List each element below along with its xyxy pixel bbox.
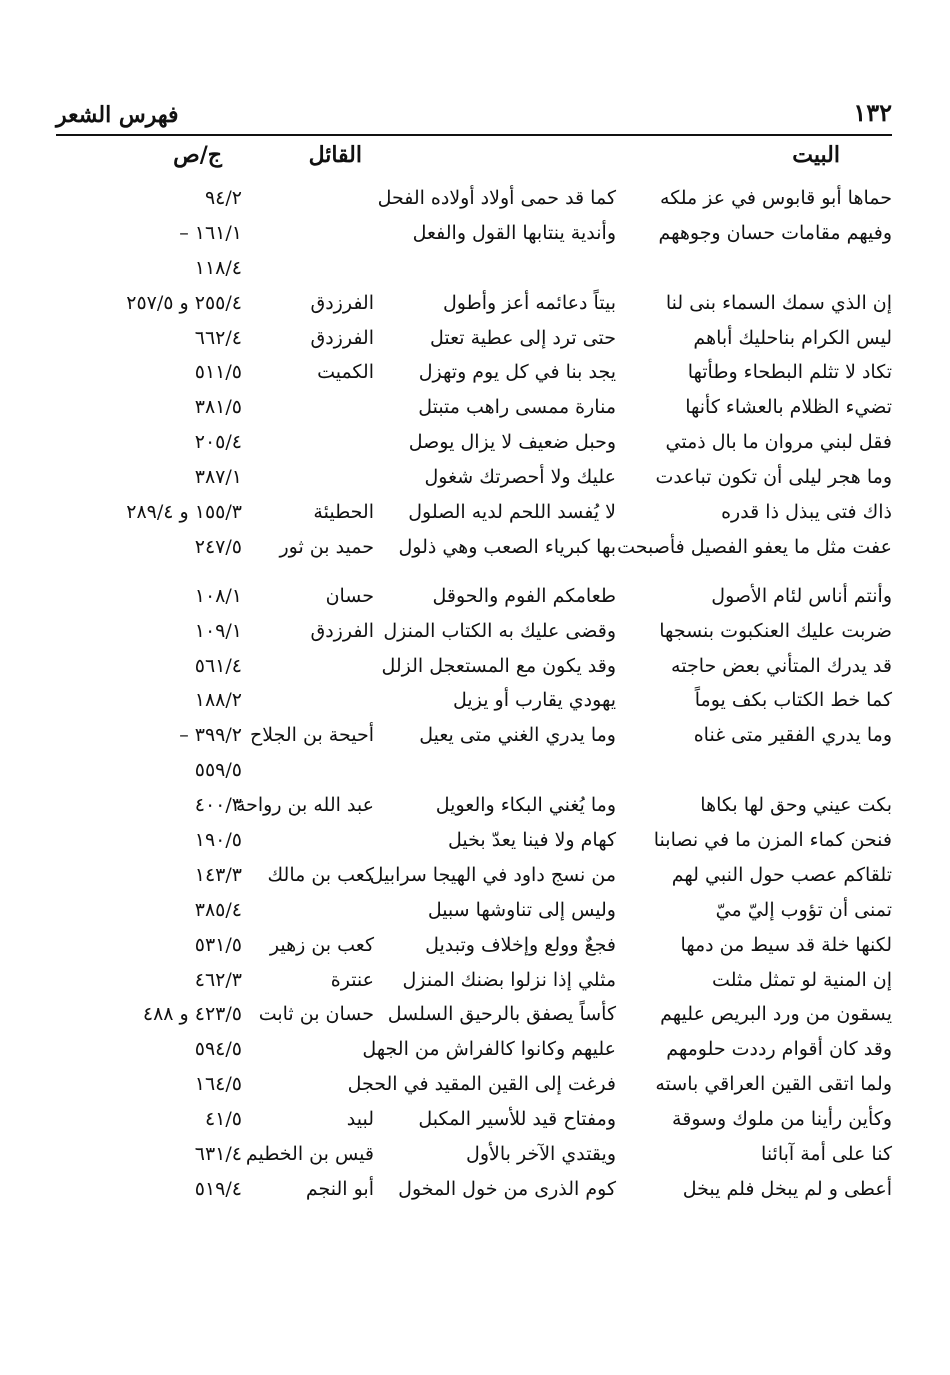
verse-first-hemistich: تكاد لا تثلم البطحاء وطأتها: [687, 361, 892, 384]
volume-page-reference: ٣٩٩/٢ –: [179, 724, 242, 747]
volume-page-reference: ٥١١/٥: [194, 361, 242, 384]
verse-second-hemistich: بها كبرياء الصعب وهي ذلول: [398, 535, 616, 558]
verse-first-hemistich: وقد كان أقوام رددت حلومهم: [666, 1038, 892, 1061]
table-row: [56, 719, 892, 754]
volume-page-reference: ١٠٩/١: [194, 619, 242, 642]
verse-first-hemistich: عفت مثل ما يعفو الفصيل فأصبحت: [617, 535, 892, 558]
poet-name: عنترة: [330, 968, 374, 991]
verse-second-hemistich: كهام ولا فينا يعدّ بخيل: [448, 829, 616, 852]
volume-page-reference: ٣٨٥/٤: [194, 898, 242, 921]
volume-page-reference: ٤١/٥: [204, 1108, 242, 1131]
verse-first-hemistich: أعطى و لم يبخل فلم يبخل: [682, 1177, 892, 1200]
poet-name: لبيد: [346, 1108, 374, 1131]
speaker-column-header: القائل: [308, 142, 362, 168]
table-row: [56, 894, 892, 929]
verse-second-hemistich: يهودي يقارب أو يزيل: [453, 689, 616, 712]
verse-second-hemistich: وما يدري الغني متى يعيل: [419, 724, 616, 747]
poet-name: حميد بن ثور: [279, 535, 374, 558]
header-rule: [56, 134, 892, 136]
verse-second-hemistich: مثلي إذا نزلوا بضنك المنزل: [402, 968, 616, 991]
verse-second-hemistich: وأندية ينتابها القول والفعل: [412, 221, 616, 244]
table-row: [56, 496, 892, 531]
verse-second-hemistich: طعامكم الفوم والحوقل: [432, 584, 616, 607]
verse-first-hemistich: يسقون من ورد البريص عليهم: [660, 1003, 892, 1026]
reference-column-header: ج/ص: [173, 142, 222, 168]
volume-page-reference: ٤٠٠/٣: [194, 794, 242, 817]
verse-second-hemistich: فجعٌ وولع وإخلاف وتبديل: [425, 933, 616, 956]
poet-name: أبو النجم: [305, 1177, 374, 1200]
volume-page-reference: ١٥٥/٣ و ٢٨٩/٤: [126, 501, 242, 524]
verse-second-hemistich: عليهم وكانوا كالفراش من الجهل: [362, 1038, 616, 1061]
poet-name: الفرزدق: [310, 291, 374, 314]
verse-second-hemistich: وقضى عليك به الكتاب المنزل: [383, 619, 616, 642]
volume-page-reference: ٣٨١/٥: [194, 396, 242, 419]
column-headers: [56, 142, 892, 176]
page-header: [56, 98, 892, 132]
verse-first-hemistich: تلقاكم عصب حول النبي لهم: [671, 863, 892, 886]
poet-name: قيس بن الخطيم: [245, 1143, 374, 1166]
table-row: [56, 859, 892, 894]
verse-second-hemistich: فرغت إلى القين المقيد في الحجل: [347, 1073, 616, 1096]
poet-name: حسان بن ثابت: [258, 1003, 374, 1026]
verse-second-hemistich: عليك ولا أحصرتك شغول: [424, 466, 616, 489]
volume-page-reference: ٩٤/٢: [204, 187, 242, 209]
volume-page-reference: ١٦١/١ –: [179, 221, 242, 244]
verse-first-hemistich: وأنتم أناس لئام الأصول: [711, 584, 892, 607]
poet-name: الحطيئة: [313, 501, 374, 524]
verse-second-hemistich: كما قد حمى أولاد أولاده الفحل: [377, 187, 616, 209]
verse-first-hemistich: تمنى أن تؤوب إليّ ميّ: [715, 898, 892, 921]
volume-page-reference: ٣٨٧/١: [194, 466, 242, 489]
verse-second-hemistich: وحبل ضعيف لا يزال يوصل: [408, 431, 616, 454]
verse-second-hemistich: وما يُغني البكاء والعويل: [435, 794, 616, 817]
poet-name: أحيحة بن الجلاح: [250, 724, 374, 747]
volume-page-reference: ٥١٩/٤: [194, 1177, 242, 1200]
verse-first-hemistich: وما هجر ليلى أن تكون تباعدت: [655, 466, 892, 489]
verse-first-hemistich: ليس الكرام بناحليك أباهم: [693, 326, 892, 349]
verse-first-hemistich: ولما اتقى القين العراقي باسته: [655, 1073, 892, 1096]
table-row: [56, 789, 892, 824]
volume-page-reference: ١٨٨/٢: [194, 689, 242, 712]
table-row: [56, 998, 892, 1033]
verse-second-hemistich: ويقتدي الآخر بالأول: [466, 1143, 616, 1166]
poet-name: الكميت: [317, 361, 374, 384]
verse-second-hemistich: من نسج داود في الهيجا سرابيل: [369, 863, 616, 886]
verse-first-hemistich: كما خط الكتاب بكف يوماً: [694, 689, 892, 712]
poet-name: عبد الله بن رواحة: [235, 794, 374, 817]
table-row: [56, 1033, 892, 1068]
table-row: [56, 1103, 892, 1138]
volume-page-reference: ٢٥٥/٤ و ٢٥٧/٥: [126, 291, 242, 314]
volume-page-reference: ٦٣١/٤: [194, 1143, 242, 1166]
poet-name: الفرزدق: [310, 619, 374, 642]
verse-first-hemistich: ذاك فتى يبذل ذا قدره: [721, 501, 892, 524]
table-row: [56, 356, 892, 391]
table-row: [56, 531, 892, 566]
verse-first-hemistich: فنحن كماء المزن ما في نصابنا: [653, 829, 892, 852]
volume-page-reference: ١٦٤/٥: [194, 1073, 242, 1096]
verse-column-header: البيت: [792, 142, 840, 168]
volume-page-reference: ٦٦٢/٤: [194, 326, 242, 349]
verse-second-hemistich: حتى ترد إلى عطية تعتل: [429, 326, 616, 349]
volume-page-reference: ٢٤٧/٥: [194, 535, 242, 558]
verse-first-hemistich: وفيهم مقامات حسان وجوههم: [658, 221, 892, 244]
table-row: [56, 754, 892, 789]
table-row: [56, 650, 892, 685]
verse-first-hemistich: حماها أبو قابوس في عز ملكه: [660, 187, 892, 209]
verse-first-hemistich: كنا على أمة آبائنا: [761, 1143, 892, 1166]
verse-first-hemistich: قد يدرك المتأني بعض حاجته: [671, 654, 892, 677]
table-row: [56, 287, 892, 322]
volume-page-reference: ١٩٠/٥: [194, 829, 242, 852]
table-row: [56, 461, 892, 496]
verse-second-hemistich: وقد يكون مع المستعجل الزلل: [381, 654, 616, 677]
table-row: [56, 964, 892, 999]
verse-first-hemistich: وما يدري الفقير متى غناه: [693, 724, 892, 747]
poetry-index-table: [56, 182, 892, 1208]
table-row: [56, 1173, 892, 1208]
verse-first-hemistich: فقل لبني مروان ما بال ذمتي: [665, 431, 892, 454]
table-row: [56, 824, 892, 859]
table-row: [56, 684, 892, 719]
verse-first-hemistich: بكت عيني وحق لها بكاها: [700, 794, 892, 817]
verse-second-hemistich: لا يُفسد اللحم لديه الصلول: [408, 501, 616, 524]
poet-name: حسان: [325, 584, 374, 607]
verse-first-hemistich: ضربت عليك العنكبوت بنسجها: [659, 619, 892, 642]
table-row: [56, 426, 892, 461]
verse-first-hemistich: وكأين رأينا من ملوك وسوقة: [672, 1108, 892, 1131]
volume-page-reference: ١٠٨/١: [194, 584, 242, 607]
table-row: [56, 252, 892, 287]
poet-name: كعب بن زهير: [269, 933, 374, 956]
verse-second-hemistich: منارة ممسى راهب متبتل: [418, 396, 616, 419]
table-row: [56, 182, 892, 217]
verse-first-hemistich: لكنها خلة قد سيط من دمها: [680, 933, 892, 956]
volume-page-reference: ٥٥٩/٥: [194, 759, 242, 782]
volume-page-reference: ٢٠٥/٤: [194, 431, 242, 454]
verse-first-hemistich: إن الذي سمك السماء بنى لنا: [665, 291, 892, 314]
volume-page-reference: ٥٩٤/٥: [194, 1038, 242, 1061]
poet-name: الفرزدق: [310, 326, 374, 349]
verse-second-hemistich: ومفتاح قيد للأسير المكبل: [418, 1108, 616, 1131]
volume-page-reference: ٥٦١/٤: [194, 654, 242, 677]
volume-page-reference: ١١٨/٤: [194, 256, 242, 279]
table-row: [56, 322, 892, 357]
table-row: [56, 929, 892, 964]
table-row: [56, 1068, 892, 1103]
poet-name: كعب بن مالك: [267, 863, 374, 886]
table-row: [56, 217, 892, 252]
verse-second-hemistich: بيتاً دعائمه أعز وأطول: [442, 291, 616, 314]
verse-second-hemistich: وليس إلى تناوشها سبيل: [427, 898, 616, 921]
verse-second-hemistich: يجد بنا في كل يوم وتهزل: [418, 361, 616, 384]
verse-first-hemistich: إن المنية لو تمثل مثلت: [712, 968, 892, 991]
table-row: [56, 580, 892, 615]
verse-second-hemistich: كأساً يصفق بالرحيق السلسل: [387, 1003, 616, 1026]
table-row: [56, 1138, 892, 1173]
verse-first-hemistich: تضيء الظلام بالعشاء كأنها: [685, 396, 892, 419]
section-title: فهرس الشعر: [56, 102, 179, 128]
volume-page-reference: ٥٣١/٥: [194, 933, 242, 956]
volume-page-reference: ٤٦٢/٣: [194, 968, 242, 991]
table-row: [56, 615, 892, 650]
page-number: ١٣٢: [853, 98, 892, 127]
table-row: [56, 391, 892, 426]
volume-page-reference: ١٤٣/٣: [194, 863, 242, 886]
verse-second-hemistich: كوم الذرى من خول المخول: [398, 1177, 616, 1200]
volume-page-reference: ٤٢٣/٥ و ٤٨٨: [142, 1003, 242, 1026]
